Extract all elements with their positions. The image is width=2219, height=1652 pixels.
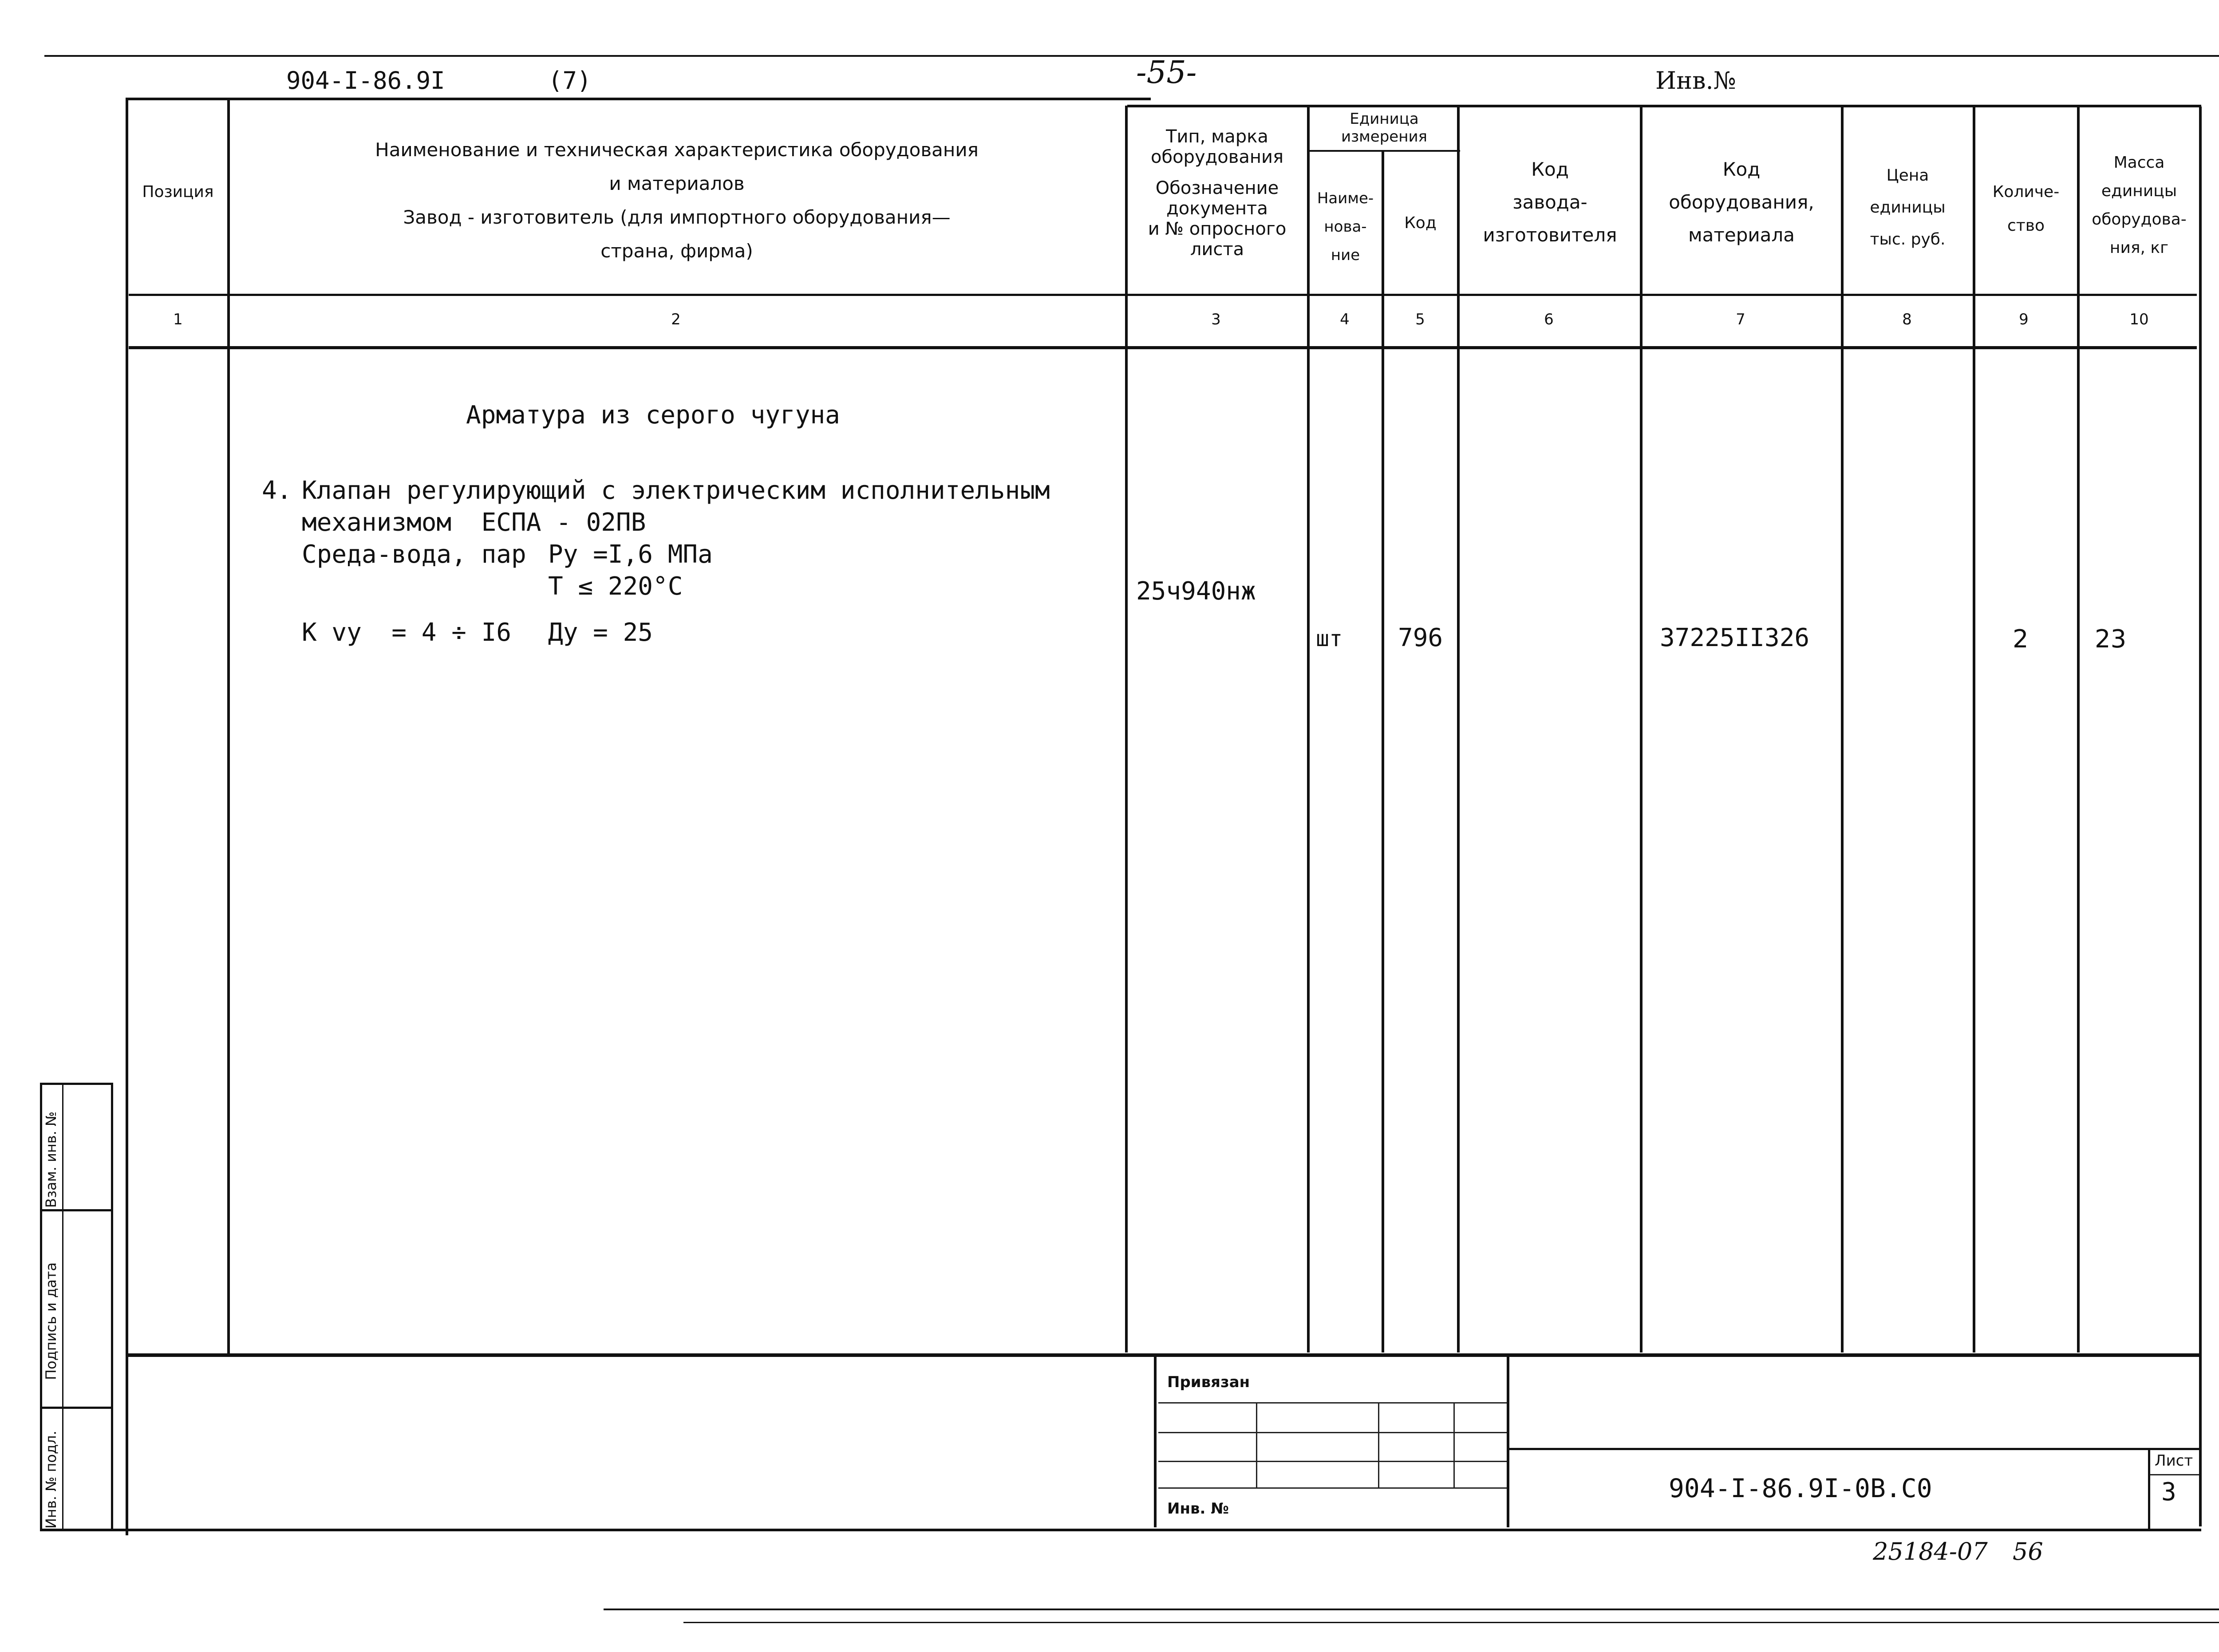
unit-group-title: Единица измерения: [1341, 110, 1428, 146]
col-number-5: 5: [1415, 311, 1425, 328]
sheet-label: Лист: [2155, 1452, 2193, 1470]
stamp-divider-left: [1154, 1354, 1157, 1527]
inv-label: Инв.№: [1655, 67, 1736, 95]
page-number: -55-: [1136, 54, 1197, 91]
attached-label: Привязан: [1167, 1373, 1250, 1391]
side-label-signature-date: Подпись и дата: [43, 1262, 59, 1380]
item-type-mark: 25ч940нж: [1136, 577, 1256, 606]
col-divider-1: [227, 99, 230, 1354]
stamp-top-rule: [126, 1353, 2199, 1357]
footer-page: 56: [2013, 1538, 2043, 1565]
frame-top-left: [126, 98, 1151, 100]
col-divider-3: [1307, 106, 1310, 1352]
item-unit-name: шт: [1316, 626, 1343, 651]
sheet-label-rule: [2150, 1474, 2199, 1475]
col-divider-6: [1640, 106, 1643, 1352]
section-title: Арматура из серого чугуна: [466, 401, 840, 430]
bottom-rule-2: [683, 1622, 2219, 1623]
col-10-title: Масса единицы оборудова- ния, кг: [2092, 154, 2187, 257]
side-strip-top: [40, 1083, 113, 1085]
item-equipment-code: 37225II326: [1660, 623, 1810, 652]
col-5-title: Код: [1404, 214, 1437, 232]
col-1-title: Позиция: [142, 183, 214, 201]
item-mass: 23: [2095, 625, 2127, 654]
side-label-original-inv: Инв. № подл.: [43, 1431, 59, 1529]
item-kvy: K vy = 4 ÷ I6: [302, 618, 512, 647]
item-pressure: Ру =I,6 МПа: [548, 540, 713, 569]
side-strip-inner: [62, 1083, 63, 1531]
col-6-title: Код завода- изготовителя: [1483, 158, 1617, 246]
frame-left: [126, 98, 128, 1535]
side-strip-right: [111, 1083, 113, 1531]
col-number-3: 3: [1211, 311, 1221, 328]
inv-no-label: Инв. №: [1167, 1500, 1229, 1518]
item-temperature: T ≤ 220°C: [548, 572, 683, 601]
stamp-cell-divider-2: [1378, 1404, 1379, 1488]
column-numbers-rule: [129, 346, 2197, 349]
frame-top-right: [1127, 105, 2201, 107]
col-9-title: Количе- ство: [1992, 183, 2060, 235]
col-number-2: 2: [671, 311, 681, 328]
header-rule: [129, 294, 2197, 296]
page-ref: (7): [548, 67, 592, 95]
item-du: Ду = 25: [548, 618, 653, 647]
col-divider-9: [2077, 106, 2080, 1352]
side-label-replaced-inv: Взам. инв. №: [43, 1111, 59, 1208]
stamp-cell-divider-3: [1453, 1404, 1455, 1488]
side-strip-divider-2: [40, 1407, 113, 1409]
stamp-divider-right: [1507, 1354, 1509, 1527]
title-block-rule: [1509, 1448, 2199, 1450]
col-4-title: Наиме- нова- ние: [1317, 189, 1374, 264]
col-number-9: 9: [2019, 311, 2029, 328]
unit-group-rule: [1309, 150, 1460, 152]
col-divider-5: [1457, 106, 1460, 1352]
col-3-title: Тип, марка оборудования Обозначение документа и № опросного листа: [1148, 126, 1287, 260]
series-code: 904-I-86.9I: [286, 67, 445, 95]
col-7-title: Код оборудования, материала: [1669, 158, 1814, 246]
col-number-6: 6: [1544, 311, 1554, 328]
sheet-number: 3: [2161, 1478, 2176, 1506]
item-unit-code: 796: [1398, 623, 1443, 652]
side-strip-divider-1: [40, 1209, 113, 1211]
item-quantity: 2: [2013, 625, 2029, 654]
item-description-line-2: механизмом ЕСПА - 02ПВ: [302, 508, 646, 537]
item-position: 4.: [262, 476, 292, 505]
col-2-title: Наименование и техническая характеристика оборудования и материалов Завод - изготовитель (для импортного оборудования— страна, фирма): [375, 139, 979, 262]
col-divider-7: [1841, 106, 1844, 1352]
document-code: 904-I-86.9I-0В.С0: [1669, 1473, 1932, 1503]
bottom-rule-1: [604, 1609, 2219, 1610]
footer-handwritten-number: 25184-07: [1873, 1538, 1988, 1565]
frame-bottom: [40, 1529, 2201, 1531]
col-number-1: 1: [173, 311, 183, 328]
col-8-title: Цена единицы тыс. руб.: [1870, 166, 1946, 248]
col-divider-4: [1382, 151, 1384, 1352]
item-description-line-1: Клапан регулирующий с электрическим исполнительным: [302, 476, 1050, 505]
item-medium: Среда-вода, пар: [302, 540, 526, 569]
frame-right: [2199, 106, 2202, 1526]
col-divider-8: [1973, 106, 1975, 1352]
col-number-7: 7: [1736, 311, 1745, 328]
col-divider-2: [1125, 106, 1128, 1352]
sheet-divider: [2148, 1449, 2150, 1529]
col-number-8: 8: [1902, 311, 1912, 328]
col-number-10: 10: [2129, 311, 2149, 328]
side-strip-left: [40, 1083, 42, 1531]
stamp-cell-divider-1: [1256, 1404, 1257, 1488]
top-rule: [44, 55, 2219, 57]
col-number-4: 4: [1340, 311, 1350, 328]
